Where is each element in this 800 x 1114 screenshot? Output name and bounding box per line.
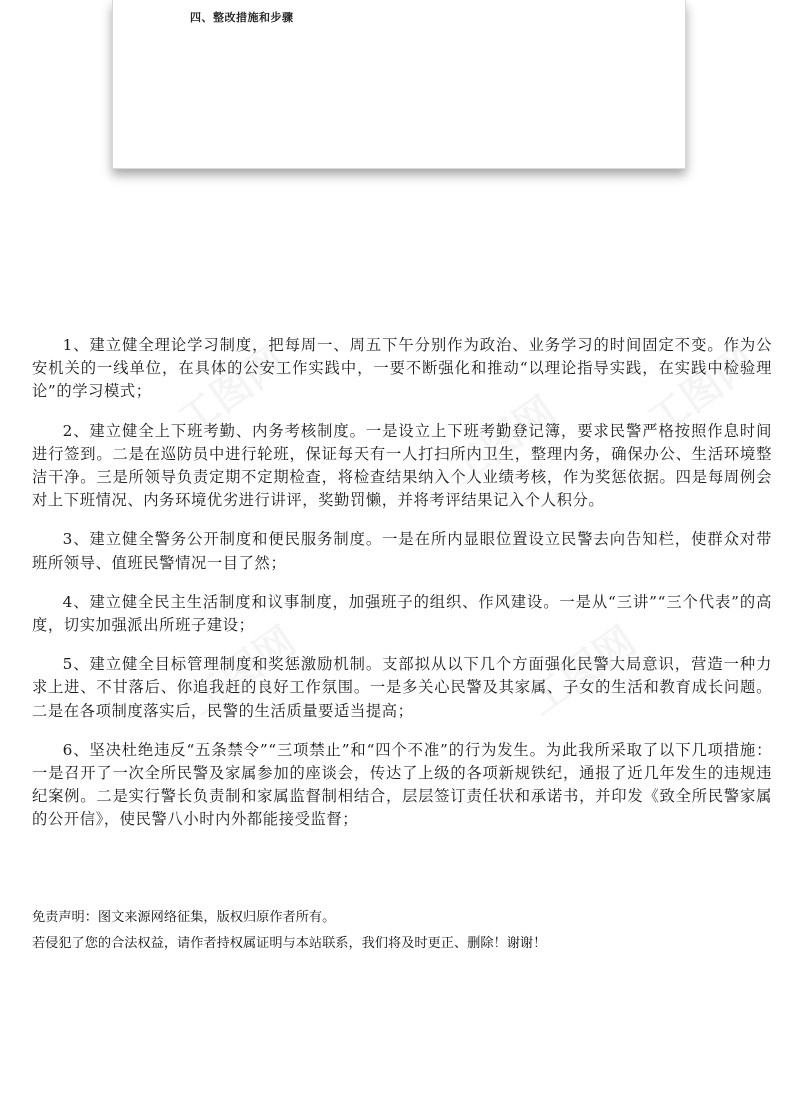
disclaimer-line: 免责声明：图文来源网络征集，版权归原作者所有。 bbox=[32, 910, 336, 925]
section-heading: 四、整改措施和步骤 bbox=[190, 11, 294, 24]
disclaimer-line: 若侵犯了您的合法权益，请作者持权属证明与本站联系，我们将及时更正、删除！谢谢！ bbox=[32, 936, 547, 951]
paragraph: 3、建立健全警务公开制度和便民服务制度。一是在所内显眼位置设立民警去向告知栏，使群众对带班所领导、值班民警情况一目了然； bbox=[32, 530, 772, 572]
paragraph: 1、建立健全理论学习制度，把每周一、周五下午分别作为政治、业务学习的时间固定不变。作为公安机关的一线单位，在具体的公安工作实践中，一要不断强化和推动“以理论指导实践，在实践中检验理论”的学习模式； bbox=[32, 336, 772, 401]
disclaimer bbox=[32, 905, 772, 957]
article-body bbox=[32, 334, 772, 848]
document-preview-card bbox=[112, 0, 686, 169]
paragraph: 2、建立健全上下班考勤、内务考核制度。一是设立上下班考勤登记簿，要求民警严格按照作息时间进行签到。二是在巡防员中进行轮班，保证每天有一人打扫所内卫生，整理内务，确保办公、生活环境整洁干净。三是所领导负责定期不定期检查，将检查结果纳入个人业绩考核，作为奖惩依据。四是每周例会对上下班情况、内务环境优劣进行讲评，奖勤罚懒，并将考评结果记入个人积分。 bbox=[32, 421, 772, 510]
paragraph: 4、建立健全民主生活制度和议事制度，加强班子的组织、作风建设。一是从“三讲”“三个代表”的高度，切实加强派出所班子建设； bbox=[32, 592, 772, 635]
paragraph: 6、坚决杜绝违反“五条禁令”“三项禁止”和“四个不准”的行为发生。为此我所采取了以下几项措施：一是召开了一次全所民警及家属参加的座谈会，传达了上级的各项新规铁纪，通报了近几年发生的违规违纪案例。二是实行警长负责制和家属监督制相结合，层层签订责任状和承诺书，并印发《致全所民警家属的公开信》，使民警八小时内外都能接受监督； bbox=[32, 740, 772, 829]
paragraph: 5、建立健全目标管理制度和奖惩激励机制。支部拟从以下几个方面强化民警大局意识，营造一种力求上进、不甘落后、你追我赶的良好工作氛围。一是多关心民警及其家属、子女的生活和教育成长问题。二是在各项制度落实后，民警的生活质量要适当提高； bbox=[32, 655, 772, 720]
